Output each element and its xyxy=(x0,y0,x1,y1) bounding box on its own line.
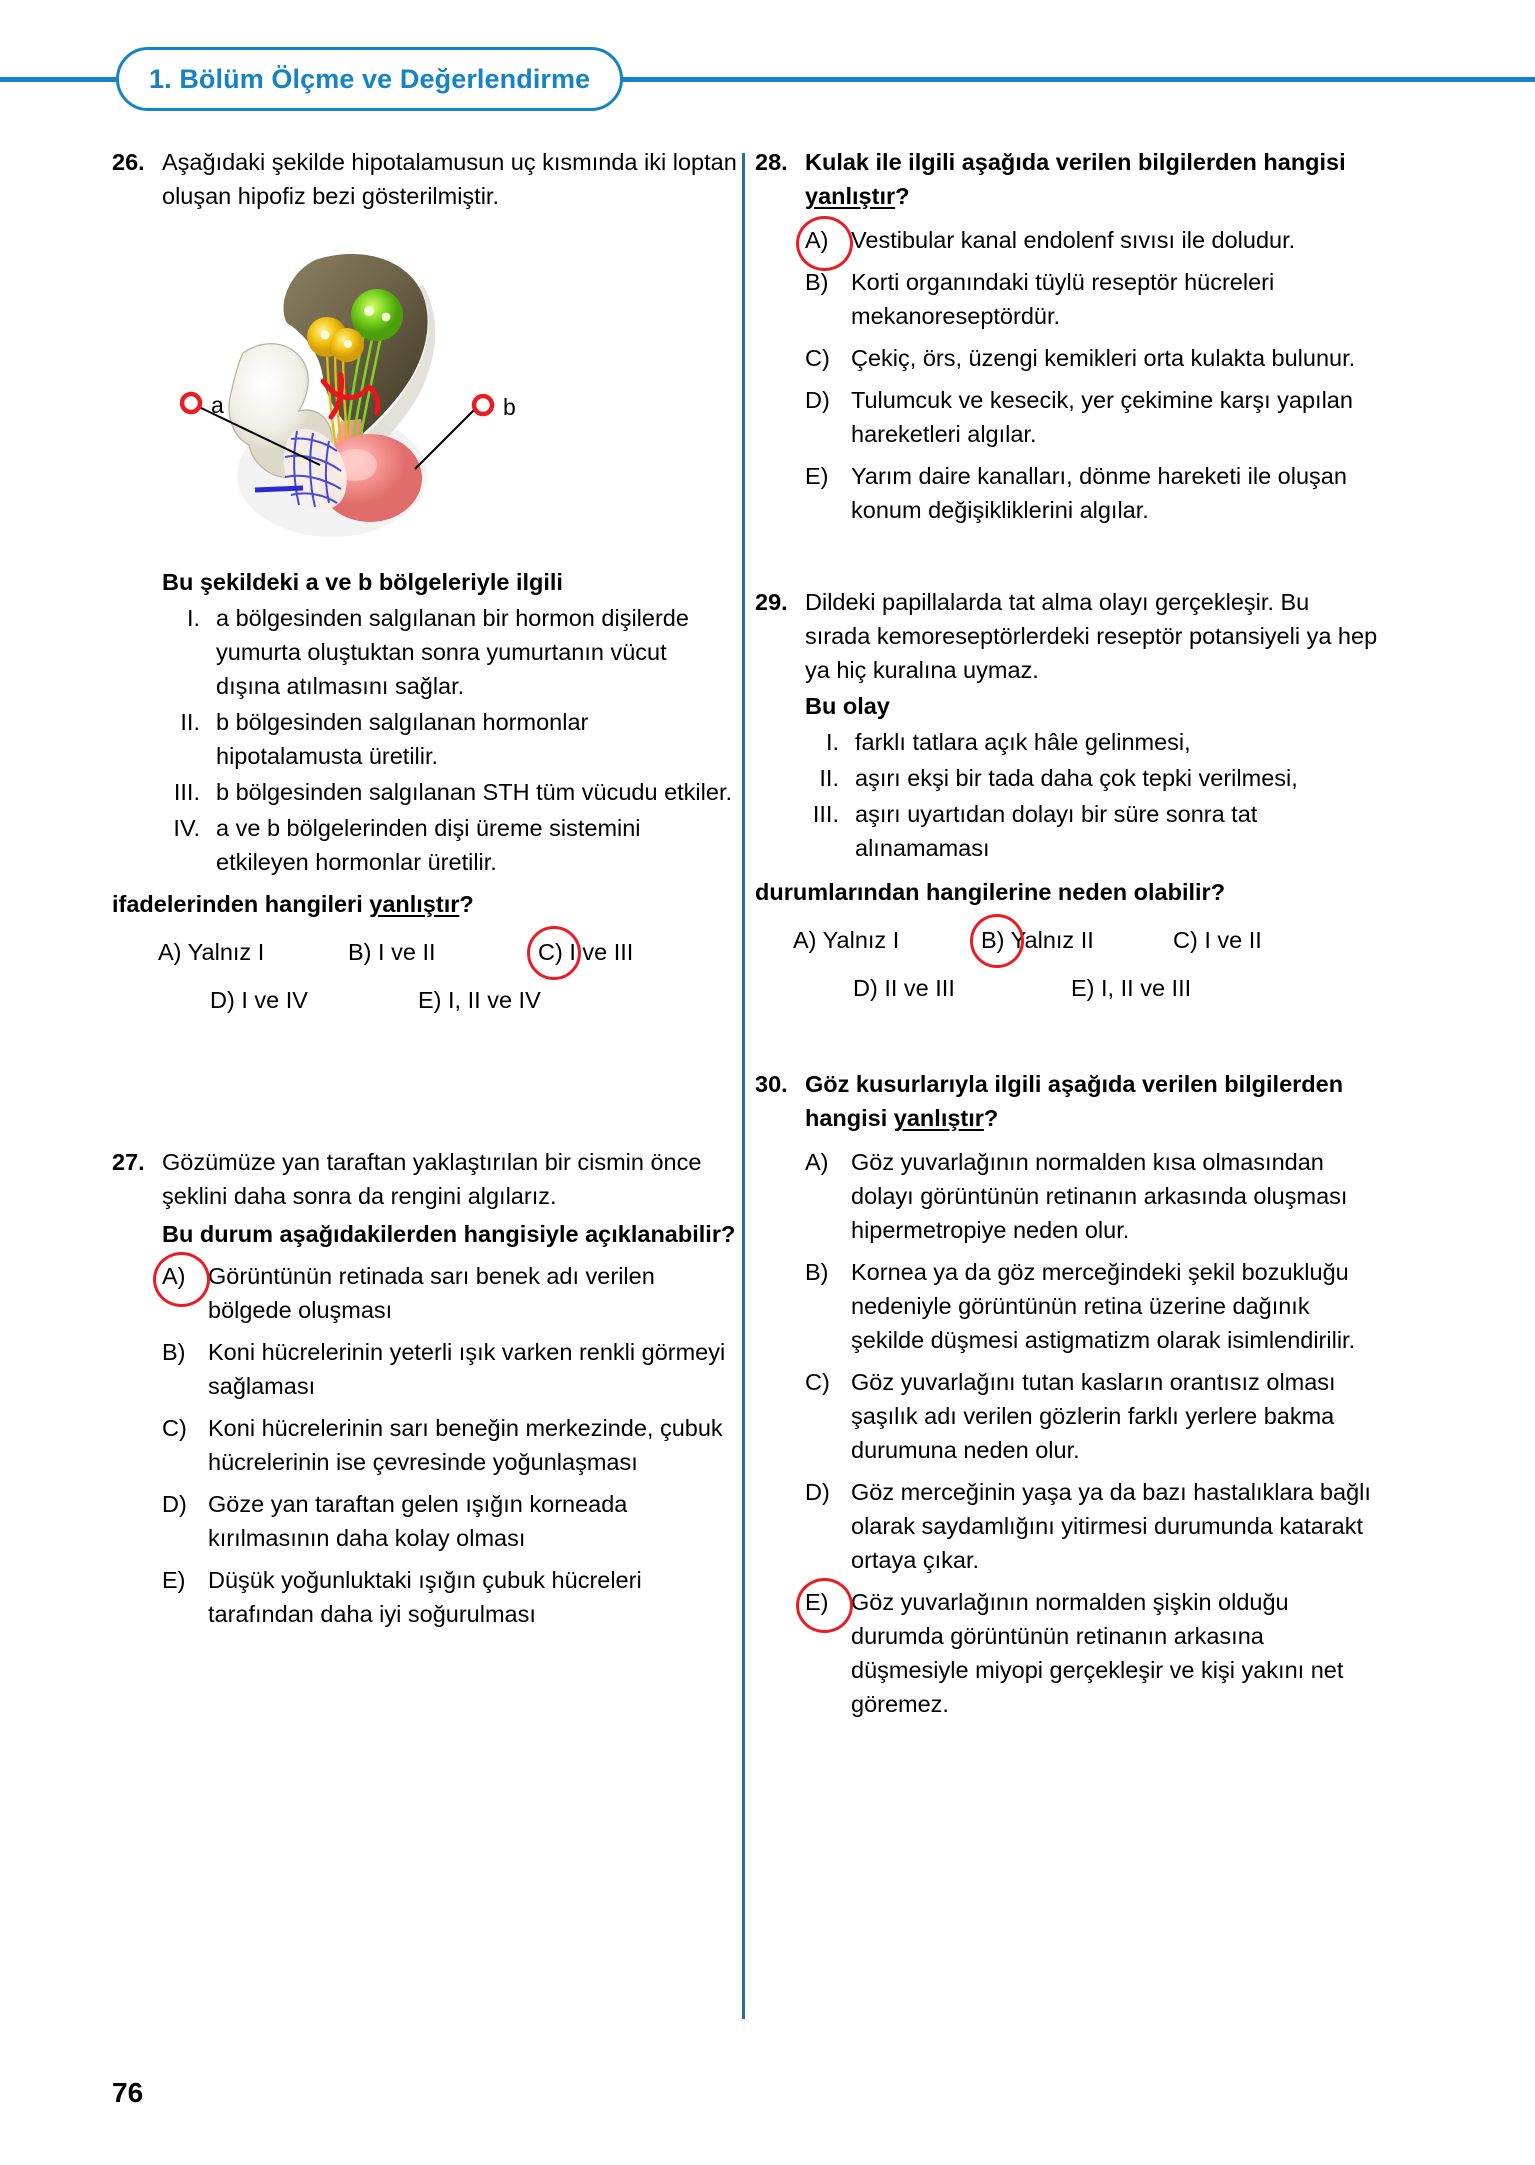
option-a-text: Yalnız I xyxy=(822,927,900,953)
roman-item xyxy=(162,811,737,879)
stem-pre: Göz kusurlarıyla ilgili aşağıda verilen bilgilerden hangisi xyxy=(805,1071,1344,1131)
question-27-stem: Gözümüze yan taraftan yaklaştırılan bir cismin önce şeklini daha sonra da rengini algılarız. xyxy=(162,1149,702,1209)
question-28-options xyxy=(805,223,1380,527)
roman-item-text: a ve b bölgelerinden dişi üreme sistemini etkileyen hormonlar üretilir. xyxy=(216,815,641,875)
option-e[interactable] xyxy=(805,1585,1380,1721)
option-b-text: Yalnız II xyxy=(1010,927,1094,953)
option-d-text: II ve III xyxy=(884,975,955,1001)
option-e-label: E) xyxy=(805,1585,851,1721)
option-d[interactable] xyxy=(210,983,418,1017)
option-b-text: I ve II xyxy=(378,939,436,965)
option-a-text: Görüntünün retinada sarı benek adı verilen bölgede oluşması xyxy=(208,1263,655,1323)
option-c[interactable] xyxy=(162,1411,737,1479)
question-26 xyxy=(112,145,737,1017)
question-28-number: 28. xyxy=(755,149,788,175)
option-e-text: I, II ve III xyxy=(1101,975,1192,1001)
stem-post: ? xyxy=(983,1105,999,1131)
question-27-sub-prompt: Bu durum aşağıdakilerden hangisiyle açıklanabilir? xyxy=(162,1221,736,1247)
page-columns xyxy=(0,145,1535,2025)
page-number: 76 xyxy=(112,2077,144,2108)
roman-item-label: III. xyxy=(173,779,200,805)
question-28 xyxy=(755,145,1380,527)
left-column xyxy=(112,145,737,1631)
question-26-number: 26. xyxy=(112,149,145,175)
option-d[interactable] xyxy=(853,971,1071,1005)
option-a-label: A) xyxy=(805,223,851,257)
question-30-number: 30. xyxy=(755,1071,788,1097)
option-b[interactable] xyxy=(348,935,538,969)
question-26-figure xyxy=(112,225,737,565)
right-column xyxy=(755,145,1380,1721)
option-d-label: D) xyxy=(805,387,830,413)
option-d-text: Göz merceğinin yaşa ya da bazı hastalıklara bağlı olarak saydamlığını yitirmesi durumunda katarakt ortaya çıkar. xyxy=(851,1479,1371,1573)
option-a-label: A) xyxy=(162,1259,208,1327)
option-row xyxy=(793,923,1380,957)
ask-pre: ifadelerinden hangileri xyxy=(112,891,370,917)
option-e[interactable] xyxy=(418,983,541,1017)
stem-underlined: yanlıştır xyxy=(805,183,896,209)
question-27 xyxy=(112,1145,737,1631)
question-26-ask-line xyxy=(112,887,737,921)
option-e-text: I, II ve IV xyxy=(448,987,541,1013)
roman-item-label: II. xyxy=(819,765,839,791)
option-c-text: I ve II xyxy=(1204,927,1262,953)
hipofiz-bezi-illustration xyxy=(127,225,547,555)
option-row xyxy=(210,983,737,1017)
option-d-text: Tulumcuk ve kesecik, yer çekimine karşı yapılan hareketleri algılar. xyxy=(851,387,1353,447)
ask-underlined: yanlıştır xyxy=(369,891,460,917)
chapter-header-band xyxy=(0,62,1535,96)
roman-item xyxy=(801,761,1380,795)
stem-post: ? xyxy=(895,183,910,209)
question-29-number: 29. xyxy=(755,589,788,615)
option-b-label: B) xyxy=(805,1259,829,1285)
option-c[interactable] xyxy=(538,935,633,969)
option-a[interactable] xyxy=(793,923,981,957)
question-28-header xyxy=(755,145,1380,213)
header-rule-left xyxy=(0,77,118,82)
roman-item-label: IV. xyxy=(173,815,200,841)
option-d-label: D) xyxy=(805,1479,830,1505)
option-e[interactable] xyxy=(1071,971,1191,1005)
option-c-label: C) xyxy=(805,345,830,371)
option-a[interactable] xyxy=(805,223,1380,257)
option-c-label: C) xyxy=(162,1415,187,1441)
question-27-options xyxy=(162,1259,737,1631)
option-d[interactable] xyxy=(162,1487,737,1555)
option-b-label: B) xyxy=(348,939,372,965)
option-d-label: D) xyxy=(210,987,235,1013)
option-c[interactable] xyxy=(805,341,1380,375)
figure-label-a: a xyxy=(211,392,224,418)
option-c-text: I ve III xyxy=(569,939,634,965)
roman-item-text: aşırı ekşi bir tada daha çok tepki verilmesi, xyxy=(855,765,1298,791)
question-29-ask-line: durumlarından hangilerine neden olabilir? xyxy=(755,879,1226,905)
roman-item-text: aşırı uyartıdan dolayı bir süre sonra tat alınamaması xyxy=(855,801,1258,861)
ask-post: ? xyxy=(459,891,474,917)
question-26-roman-list xyxy=(162,601,737,879)
question-30 xyxy=(755,1067,1380,1721)
option-a[interactable] xyxy=(158,935,348,969)
option-c[interactable] xyxy=(1173,923,1262,957)
option-b-text: Korti organındaki tüylü reseptör hücreleri mekanoreseptördür. xyxy=(851,269,1275,329)
option-e[interactable] xyxy=(805,459,1380,527)
option-b-text: Koni hücrelerinin yeterli ışık varken renkli görmeyi sağlaması xyxy=(208,1339,726,1399)
option-e-text: Düşük yoğunluktaki ışığın çubuk hücreleri tarafından daha iyi soğurulması xyxy=(208,1567,642,1627)
roman-item-text: b bölgesinden salgılanan hormonlar hipotalamusta üretilir. xyxy=(216,709,589,769)
stem-pre: Kulak ile ilgili aşağıda verilen bilgilerden hangisi xyxy=(805,149,1346,175)
option-e-label: E) xyxy=(418,987,442,1013)
option-e-label: E) xyxy=(805,463,829,489)
question-29-roman-list xyxy=(801,725,1380,865)
option-c-text: Çekiç, örs, üzengi kemikleri orta kulakta bulunur. xyxy=(851,345,1356,371)
option-a[interactable] xyxy=(162,1259,737,1327)
roman-item-text: farklı tatlara açık hâle gelinmesi, xyxy=(855,729,1191,755)
question-26-stem: Aşağıdaki şekilde hipotalamusun uç kısmında iki loptan oluşan hipofiz bezi gösterilmiştir. xyxy=(162,149,737,209)
option-a-label: A) xyxy=(158,939,182,965)
option-e[interactable] xyxy=(162,1563,737,1631)
option-a-label: A) xyxy=(793,927,817,953)
option-a-text: Göz yuvarlağının normalden kısa olmasından dolayı görüntünün retinanın arkasında oluşması hipermetropiye neden olur. xyxy=(851,1149,1348,1243)
chapter-title-pill xyxy=(116,47,623,111)
option-a[interactable] xyxy=(805,1145,1380,1247)
column-divider xyxy=(742,153,745,2019)
option-d-text: I ve IV xyxy=(241,987,308,1013)
question-26-header xyxy=(112,145,737,213)
question-26-sub-prompt: Bu şekildeki a ve b bölgeleriyle ilgili xyxy=(162,569,563,595)
option-a-label: A) xyxy=(805,1149,829,1175)
option-d-text: Göze yan taraftan gelen ışığın korneada kırılmasının daha kolay olması xyxy=(208,1491,628,1551)
option-d-label: D) xyxy=(162,1491,187,1517)
option-b-label: B) xyxy=(805,269,829,295)
option-row xyxy=(158,935,737,969)
roman-item-text: b bölgesinden salgılanan STH tüm vücudu etkiler. xyxy=(216,779,733,805)
roman-item xyxy=(801,725,1380,759)
question-30-stem xyxy=(805,1067,1380,1135)
figure-label-b: b xyxy=(503,394,516,420)
option-e-text: Yarım daire kanalları, dönme hareketi ile oluşan konum değişikliklerini algılar. xyxy=(851,463,1347,523)
option-b[interactable] xyxy=(805,265,1380,333)
question-29-stem: Dildeki papillalarda tat alma olayı gerçekleşir. Bu sırada kemoreseptörlerdeki reseptör potansiyeli ya hep ya hiç kuralına uymaz. xyxy=(805,589,1378,683)
roman-item xyxy=(162,775,737,809)
option-c-label: C) xyxy=(538,935,563,969)
chapter-title: 1. Bölüm Ölçme ve Değerlendirme xyxy=(149,63,591,94)
option-b-text: Kornea ya da göz merceğindeki şekil bozukluğu nedeniyle görüntünün retina üzerine dağınık şekilde düşmesi astigmatizm olarak isimlendirilir. xyxy=(851,1259,1356,1353)
option-e-label: E) xyxy=(1071,975,1095,1001)
header-rule-right xyxy=(621,77,1535,82)
question-27-number: 27. xyxy=(112,1149,145,1175)
option-b[interactable] xyxy=(805,1255,1380,1357)
option-a-text: Yalnız I xyxy=(187,939,265,965)
option-c-label: C) xyxy=(1173,927,1198,953)
roman-item-label: I. xyxy=(186,605,200,631)
option-c[interactable] xyxy=(805,1365,1380,1467)
option-b[interactable] xyxy=(162,1335,737,1403)
question-28-stem xyxy=(805,145,1380,213)
roman-item xyxy=(162,705,737,773)
option-a-text: Vestibular kanal endolenf sıvısı ile doludur. xyxy=(851,227,1296,253)
question-29-sub-prompt: Bu olay xyxy=(805,693,890,719)
roman-item xyxy=(162,601,737,703)
question-29 xyxy=(755,585,1380,1005)
question-30-options xyxy=(805,1145,1380,1721)
option-c-label: C) xyxy=(805,1369,830,1395)
option-c-text: Koni hücrelerinin sarı beneğin merkezinde, çubuk hücrelerinin ise çevresinde yoğunlaşması xyxy=(208,1415,723,1475)
question-27-header xyxy=(112,1145,737,1213)
option-e-text: Göz yuvarlağının normalden şişkin olduğu durumda görüntünün retinanın arkasına düşmesiyle miyopi gerçekleşir ve kişi yakını net göremez. xyxy=(851,1589,1344,1717)
option-e-label: E) xyxy=(162,1567,186,1593)
roman-item xyxy=(801,797,1380,865)
roman-item-label: II. xyxy=(180,709,200,735)
option-d-label: D) xyxy=(853,975,878,1001)
question-26-options xyxy=(158,935,737,1017)
option-b-label: B) xyxy=(162,1339,186,1365)
roman-item-text: a bölgesinden salgılanan bir hormon dişilerde yumurta oluştuktan sonra yumurtanın vücut dışına atılmasını sağlar. xyxy=(216,605,689,699)
stem-underlined: yanlıştır xyxy=(893,1105,984,1131)
question-30-header xyxy=(755,1067,1380,1135)
option-b[interactable] xyxy=(981,923,1173,957)
option-c-text: Göz yuvarlağını tutan kasların orantısız olması şaşılık adı verilen gözlerin farklı yerlere bakma durumuna neden olur. xyxy=(851,1369,1336,1463)
roman-item-label: III. xyxy=(812,801,839,827)
option-row xyxy=(853,971,1380,1005)
question-29-options xyxy=(793,923,1380,1005)
option-d[interactable] xyxy=(805,383,1380,451)
option-b-label: B) xyxy=(981,923,1005,957)
question-29-header xyxy=(755,585,1380,687)
option-d[interactable] xyxy=(805,1475,1380,1577)
roman-item-label: I. xyxy=(825,729,839,755)
